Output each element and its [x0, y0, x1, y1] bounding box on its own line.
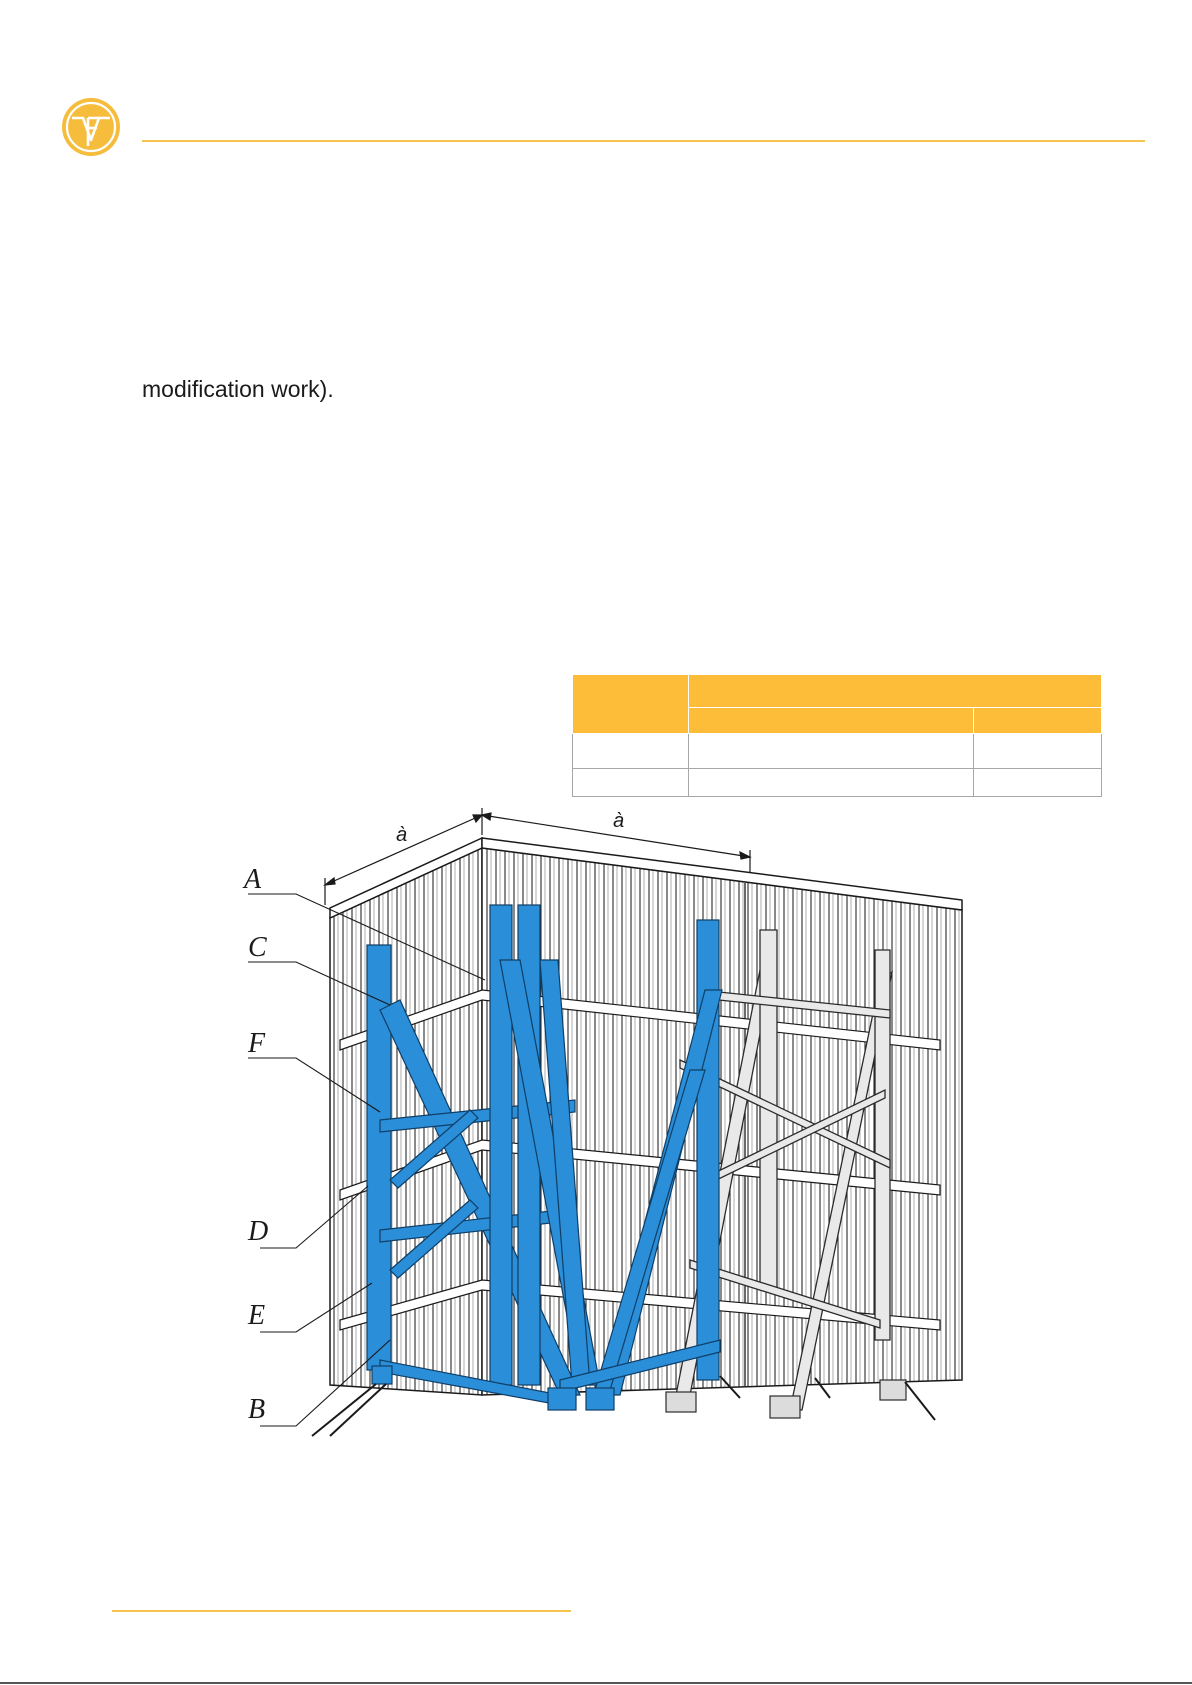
dimension-label-left: à: [396, 824, 408, 846]
table-row: [573, 769, 1102, 797]
table-cell: [573, 734, 689, 769]
table-header-cell: [689, 675, 1102, 708]
table-cell: [974, 769, 1102, 797]
callout-label-c: C: [248, 932, 267, 963]
header-rule: [142, 140, 1145, 142]
table-row: [573, 675, 1102, 708]
callout-label-b: B: [248, 1394, 266, 1425]
dimension-label-right: à: [613, 810, 625, 832]
table-cell: [689, 769, 974, 797]
table-subheader-cell: [974, 707, 1102, 734]
callout-label-a: A: [244, 864, 262, 895]
table-cell: [573, 769, 689, 797]
body-text-line: modification work).: [142, 376, 334, 402]
footer-rule: [112, 1610, 571, 1612]
callout-label-d: D: [248, 1216, 269, 1247]
callout-label-f: F: [248, 1028, 266, 1059]
table-header-cell: [573, 675, 689, 734]
table-cell: [689, 734, 974, 769]
callout-label-e: E: [248, 1300, 266, 1331]
formwork-figure: [236, 806, 978, 1442]
table-row: [573, 734, 1102, 769]
page-bottom-rule: [0, 1682, 1192, 1684]
table-subheader-cell: [689, 707, 974, 734]
company-logo-icon: [60, 96, 122, 158]
table-cell: [974, 734, 1102, 769]
spec-table: [572, 674, 1102, 797]
